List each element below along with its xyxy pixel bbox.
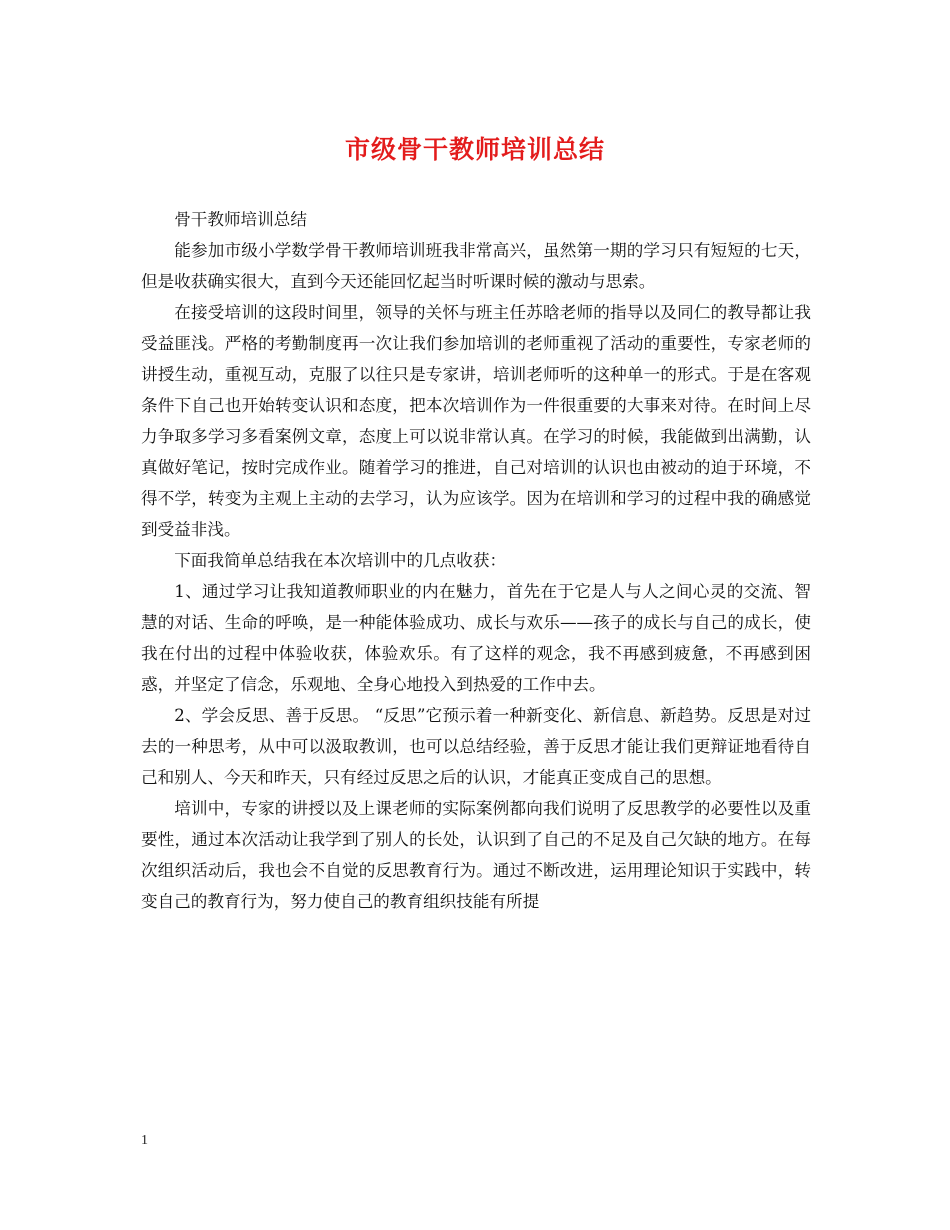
paragraph-training-period: 在接受培训的这段时间里，领导的关怀与班主任苏晗老师的指导以及同仁的教导都让我受益匪浅。严格的考勤制度再一次让我们参加培训的老师重视了活动的重要性，专家老师的讲授生动，重视互动，克服了以往只是专家讲，培训老师听的这种单一的形式。于是在客观条件下自己也开始转变认识和态度，把本次培训作为一件很重要的大事来对待。在时间上尽力争取多学习多看案例文章，态度上可以说非常认真。在学习的时候，我能做到出满勤，认真做好笔记，按时完成作业。随着学习的推进，自己对培训的认识也由被动的迫于环境，不得不学，转变为主观上主动的去学习，认为应该学。因为在培训和学习的过程中我的确感觉到受益非浅。 (141, 303, 811, 539)
paragraph-summary-lead: 下面我简单总结我在本次培训中的几点收获： (174, 551, 507, 570)
paragraph-subtitle: 骨干教师培训总结 (174, 210, 307, 229)
paragraph-reflection: 培训中，专家的讲授以及上课老师的实际案例都向我们说明了反思教学的必要性以及重要性，通过本次活动让我学到了别人的长处，认识到了自己的不足及自己欠缺的地方。在每次组织活动后，我也会不自觉的反思教育行为。通过不断改进，运用理论知识于实践中，转变自己的教育行为，努力使自己的教育组织技能有所提 (141, 799, 811, 911)
page-number: 1 (141, 1133, 148, 1148)
document-title: 市级骨干教师培训总结 (344, 135, 605, 164)
paragraph-point-2: 2、学会反思、善于反思。 “反思”它预示着一种新变化、新信息、新趋势。反思是对过去的一种思考，从中可以汲取教训，也可以总结经验，善于反思才能让我们更辩证地看待自己和别人、今天和昨天，只有经过反思之后的认识，才能真正变成自己的思想。 (141, 706, 811, 787)
paragraph-point-1: 1、通过学习让我知道教师职业的内在魅力，首先在于它是人与人之间心灵的交流、智慧的对话、生命的呼唤，是一种能体验成功、成长与欢乐——孩子的成长与自己的成长，使我在付出的过程中体验收获，体验欢乐。有了这样的观念，我不再感到疲惫，不再感到困惑，并坚定了信念，乐观地、全身心地投入到热爱的工作中去。 (141, 582, 811, 694)
paragraph-intro: 能参加市级小学数学骨干教师培训班我非常高兴，虽然第一期的学习只有短短的七天，但是收获确实很大，直到今天还能回忆起当时听课时候的激动与思索。 (141, 241, 811, 291)
document-body (141, 204, 811, 917)
